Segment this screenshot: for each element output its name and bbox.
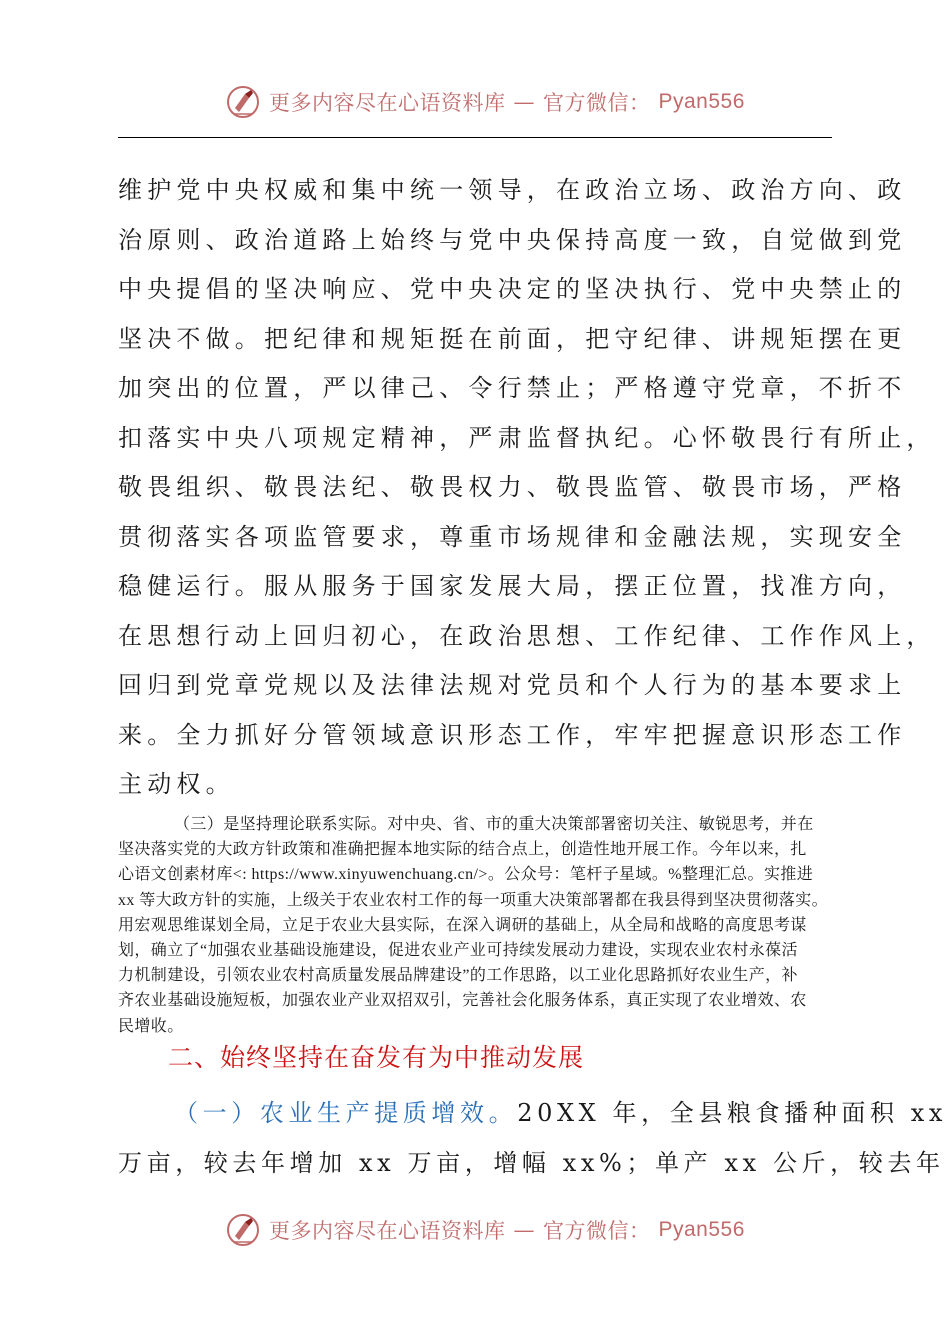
text-line: 万亩，较去年增加 xx 万亩，增幅 xx%；单产 xx 公斤，较去年 — [118, 1149, 945, 1177]
banner-dash: — — [513, 90, 535, 114]
small-text-line: （三）是坚持理论联系实际。对中央、省、市的重大决策部署密切关注、敏锐思考，并在 — [174, 816, 814, 833]
text-line: 维护党中央权威和集中统一领导，在政治立场、政治方向、政 — [118, 176, 907, 204]
text-line: 回归到党章党规以及法律法规对党员和个人行为的基本要求上 — [118, 671, 907, 699]
header-banner — [225, 82, 745, 122]
small-text-line: 划，确立了“加强农业基础设施建设，促进农业产业可持续发展动力建设，实现农业农村永葆活 — [118, 942, 798, 960]
logo-icon — [225, 1212, 261, 1248]
text-line — [118, 1088, 948, 1138]
banner-wechat-id: Pyan556 — [658, 90, 745, 113]
logo-icon — [225, 84, 261, 120]
footer-banner — [225, 1210, 745, 1250]
small-text-line: 齐农业基础设施短板，加强农业产业双招双引，完善社会化服务体系，真正实现了农业增效、农 — [118, 992, 807, 1010]
small-text-line: 力机制建设，引领农业农村高质量发展品牌建设”的工作思路，以工业化思路抓好农业生产，补 — [118, 967, 798, 985]
small-text-line: 用宏观思维谋划全局，立足于农业大县实际，在深入调研的基础上，从全局和战略的高度思考谋 — [118, 916, 807, 934]
header-rule — [118, 137, 832, 138]
paragraph-1 — [118, 166, 936, 810]
text-line: 在思想行动上回归初心，在政治思想、工作纪律、工作作风上， — [118, 621, 936, 650]
banner-label: 官方微信： — [543, 91, 651, 115]
text-line: 敬畏组织、敬畏法纪、敬畏权力、敬畏监管、敬畏市场，严格 — [118, 473, 907, 501]
paragraph-2 — [118, 812, 834, 1039]
banner-dash: — — [513, 1218, 535, 1242]
text-line: 加突出的位置，严以律己、令行禁止；严格遵守党章，不折不 — [118, 374, 907, 402]
small-text-line: 心语文创素材库<: https://www.xinyuwenchuang.cn/>。公众号：笔杆子星域。%整理汇总。实推进 — [118, 866, 814, 884]
banner-label: 官方微信： — [543, 1219, 651, 1243]
small-text-line: 坚决落实党的大政方针政策和准确把握本地实际的结合点上，创造性地开展工作。今年以来，扎 — [118, 841, 807, 859]
text-line: 中央提倡的坚决响应、党中央决定的坚决执行、党中央禁止的 — [118, 275, 907, 303]
paragraph-3 — [118, 1088, 948, 1188]
banner-main-text: 更多内容尽在心语资料库 — [269, 1219, 506, 1243]
text-line: 主动权。 — [118, 770, 235, 798]
section-heading: 二、始终坚持在奋发有为中推动发展 — [168, 1043, 585, 1072]
text-line: 治原则、政治道路上始终与党中央保持高度一致，自觉做到党 — [118, 225, 907, 254]
text-line: 贯彻落实各项监管要求，尊重市场规律和金融法规，实现安全 — [118, 522, 907, 551]
text-line: 来。全力抓好分管领域意识形态工作，牢牢把握意识形态工作 — [118, 720, 907, 749]
subsection-heading: （一）农业生产提质增效。 — [174, 1099, 518, 1127]
text-line: 稳健运行。服从服务于国家发展大局，摆正位置，找准方向， — [118, 572, 907, 600]
banner-main-text: 更多内容尽在心语资料库 — [269, 91, 506, 115]
text-fragment: 20XX 年，全县粮食播种面积 xx — [517, 1099, 948, 1127]
small-text-line: xx 等大政方针的实施，上级关于农业农村工作的每一项重大决策部署都在我县得到坚决贯彻落实。 — [118, 891, 829, 909]
text-line: 扣落实中央八项规定精神，严肃监督执纪。心怀敬畏行有所止， — [118, 423, 936, 452]
small-text-line: 民增收。 — [118, 1017, 184, 1035]
banner-wechat-id: Pyan556 — [658, 1218, 745, 1241]
text-line: 坚决不做。把纪律和规矩挺在前面，把守纪律、讲规矩摆在更 — [118, 324, 907, 353]
